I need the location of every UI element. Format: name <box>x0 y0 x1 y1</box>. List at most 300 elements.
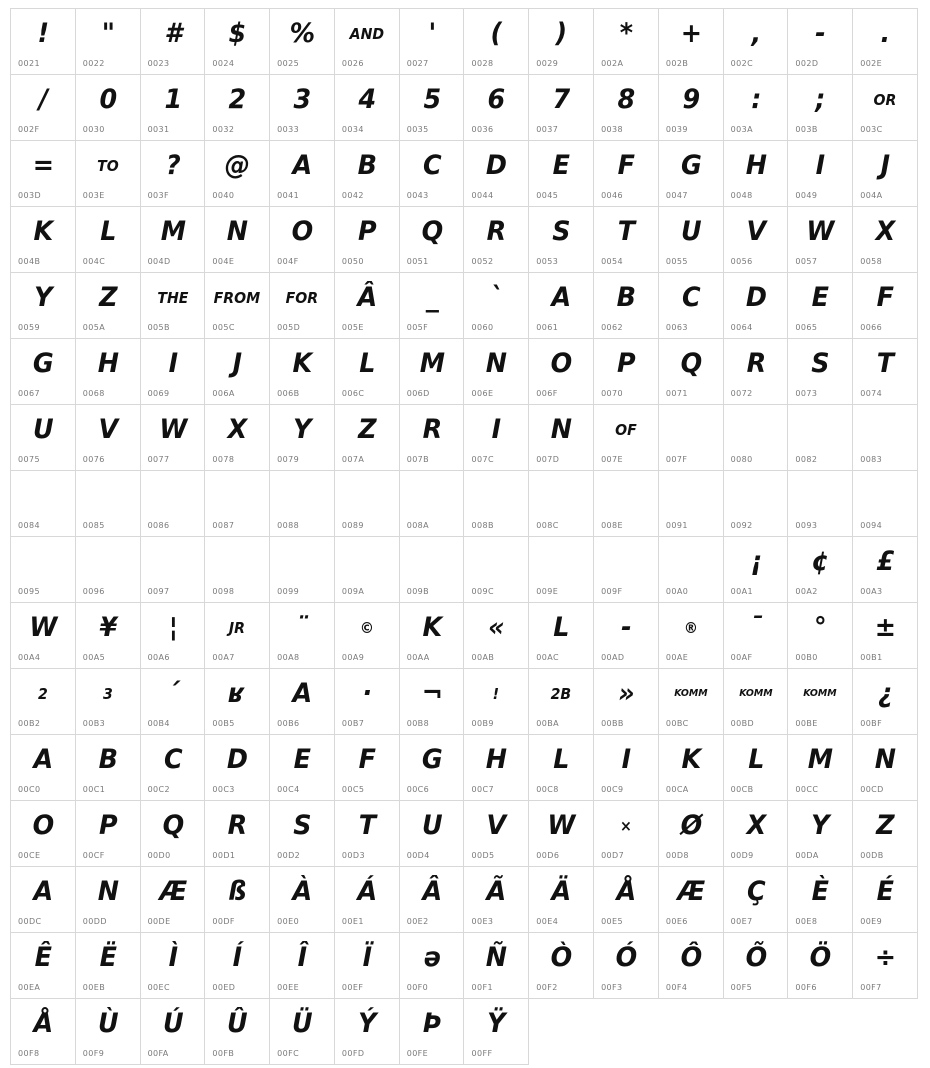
glyph-cell[interactable] <box>594 537 659 603</box>
glyph-cell[interactable] <box>76 207 141 273</box>
glyph-codepoint-label: 00C0 <box>18 785 41 794</box>
glyph-codepoint-label: 007C <box>471 455 494 464</box>
glyph-codepoint-label: 003D <box>18 191 42 200</box>
glyph-cell[interactable] <box>335 207 400 273</box>
glyph-cell[interactable] <box>141 867 206 933</box>
glyph-cell[interactable] <box>853 141 918 207</box>
glyph-cell[interactable] <box>529 75 594 141</box>
glyph-cell[interactable] <box>400 273 465 339</box>
glyph-cell[interactable] <box>205 867 270 933</box>
glyph-cell[interactable] <box>76 273 141 339</box>
glyph-cell[interactable] <box>76 933 141 999</box>
glyph-cell[interactable] <box>335 735 400 801</box>
glyph-cell[interactable] <box>11 933 76 999</box>
glyph-cell[interactable] <box>11 471 76 537</box>
glyph-cell[interactable] <box>659 669 724 735</box>
glyph-codepoint-label: 0083 <box>860 455 883 464</box>
glyph-cell[interactable] <box>594 273 659 339</box>
glyph-cell[interactable] <box>659 141 724 207</box>
glyph-preview: D <box>227 744 248 775</box>
glyph-cell[interactable] <box>11 669 76 735</box>
glyph-preview: P <box>357 216 376 247</box>
glyph-cell[interactable] <box>270 75 335 141</box>
glyph-codepoint-label: 0054 <box>601 257 624 266</box>
glyph-preview: P <box>98 810 117 841</box>
glyph-cell[interactable] <box>594 405 659 471</box>
glyph-cell[interactable] <box>11 207 76 273</box>
glyph-cell[interactable] <box>529 933 594 999</box>
glyph-cell[interactable] <box>853 867 918 933</box>
glyph-cell[interactable] <box>724 141 789 207</box>
glyph-cell[interactable] <box>141 75 206 141</box>
glyph-cell[interactable] <box>335 603 400 669</box>
glyph-cell[interactable] <box>788 207 853 273</box>
glyph-cell[interactable] <box>853 273 918 339</box>
glyph-cell[interactable] <box>270 801 335 867</box>
glyph-cell[interactable] <box>594 207 659 273</box>
glyph-cell[interactable] <box>335 471 400 537</box>
glyph-cell[interactable] <box>11 141 76 207</box>
glyph-cell[interactable] <box>400 9 465 75</box>
glyph-cell[interactable] <box>400 75 465 141</box>
glyph-cell[interactable] <box>141 9 206 75</box>
glyph-cell[interactable] <box>205 801 270 867</box>
glyph-cell[interactable] <box>335 9 400 75</box>
glyph-cell[interactable] <box>141 537 206 603</box>
glyph-cell[interactable] <box>659 9 724 75</box>
glyph-cell[interactable] <box>205 471 270 537</box>
glyph-codepoint-label: 00A8 <box>277 653 300 662</box>
glyph-cell[interactable] <box>335 867 400 933</box>
glyph-preview: Y <box>34 282 52 313</box>
glyph-preview: X <box>875 216 895 247</box>
glyph-preview: B <box>357 150 377 181</box>
glyph-cell[interactable] <box>11 801 76 867</box>
glyph-preview: ¥ <box>99 612 117 643</box>
glyph-preview: ¿ <box>878 678 892 709</box>
glyph-preview: F <box>358 744 376 775</box>
glyph-preview: 3 <box>293 84 311 115</box>
glyph-cell[interactable] <box>594 9 659 75</box>
glyph-preview: . <box>880 18 890 49</box>
glyph-cell[interactable] <box>724 669 789 735</box>
glyph-cell[interactable] <box>464 405 529 471</box>
glyph-cell[interactable] <box>594 801 659 867</box>
glyph-cell[interactable] <box>11 537 76 603</box>
glyph-codepoint-label: 0099 <box>277 587 300 596</box>
glyph-cell[interactable] <box>464 603 529 669</box>
glyph-cell[interactable] <box>335 339 400 405</box>
glyph-cell[interactable] <box>205 273 270 339</box>
glyph-codepoint-label: 00EA <box>18 983 41 992</box>
glyph-preview: « <box>488 612 505 643</box>
glyph-cell[interactable] <box>464 339 529 405</box>
glyph-codepoint-label: 0070 <box>601 389 624 398</box>
glyph-cell[interactable] <box>76 141 141 207</box>
glyph-codepoint-label: 0097 <box>147 587 170 596</box>
glyph-preview: ¦ <box>168 612 177 643</box>
glyph-cell[interactable] <box>724 273 789 339</box>
glyph-preview: £ <box>876 546 894 577</box>
glyph-codepoint-label: 00F7 <box>860 983 882 992</box>
glyph-preview: L <box>100 216 116 247</box>
glyph-cell[interactable] <box>335 537 400 603</box>
glyph-cell[interactable] <box>400 207 465 273</box>
glyph-cell[interactable] <box>205 537 270 603</box>
glyph-codepoint-label: 006A <box>212 389 235 398</box>
glyph-preview: ? <box>165 150 180 181</box>
glyph-codepoint-label: 006C <box>341 389 365 398</box>
glyph-codepoint-label: 00B9 <box>471 719 494 728</box>
glyph-cell[interactable] <box>788 273 853 339</box>
glyph-cell[interactable] <box>724 75 789 141</box>
glyph-cell[interactable] <box>76 75 141 141</box>
glyph-cell[interactable] <box>788 339 853 405</box>
glyph-cell[interactable] <box>400 669 465 735</box>
glyph-codepoint-label: 0094 <box>860 521 883 530</box>
glyph-cell[interactable] <box>853 75 918 141</box>
glyph-preview: 0 <box>99 84 117 115</box>
glyph-cell[interactable] <box>11 603 76 669</box>
glyph-cell[interactable] <box>594 141 659 207</box>
glyph-cell[interactable] <box>464 9 529 75</box>
glyph-cell[interactable] <box>529 537 594 603</box>
glyph-cell[interactable] <box>400 999 465 1065</box>
glyph-codepoint-label: 00D2 <box>277 851 301 860</box>
glyph-cell[interactable] <box>788 801 853 867</box>
glyph-cell[interactable] <box>594 867 659 933</box>
glyph-cell[interactable] <box>529 339 594 405</box>
glyph-cell[interactable] <box>11 735 76 801</box>
glyph-cell[interactable] <box>270 273 335 339</box>
glyph-cell[interactable] <box>853 9 918 75</box>
glyph-cell[interactable] <box>270 339 335 405</box>
glyph-cell[interactable] <box>11 9 76 75</box>
glyph-cell[interactable] <box>464 669 529 735</box>
glyph-preview: G <box>680 150 701 181</box>
glyph-cell[interactable] <box>205 669 270 735</box>
glyph-cell[interactable] <box>335 801 400 867</box>
glyph-cell[interactable] <box>400 603 465 669</box>
glyph-cell[interactable] <box>400 405 465 471</box>
glyph-cell[interactable] <box>853 471 918 537</box>
glyph-cell[interactable] <box>529 669 594 735</box>
glyph-cell[interactable] <box>400 801 465 867</box>
glyph-cell[interactable] <box>141 471 206 537</box>
glyph-codepoint-label: 003B <box>795 125 818 134</box>
glyph-codepoint-label: 00E6 <box>665 917 688 926</box>
glyph-codepoint-label: 002D <box>795 59 819 68</box>
glyph-cell[interactable] <box>659 933 724 999</box>
glyph-preview: ! <box>37 18 49 49</box>
glyph-cell[interactable] <box>205 9 270 75</box>
glyph-cell[interactable] <box>659 867 724 933</box>
glyph-cell[interactable] <box>76 801 141 867</box>
glyph-cell[interactable] <box>335 141 400 207</box>
glyph-cell[interactable] <box>529 867 594 933</box>
glyph-cell[interactable] <box>141 735 206 801</box>
glyph-cell[interactable] <box>400 339 465 405</box>
glyph-cell[interactable] <box>659 603 724 669</box>
glyph-cell[interactable] <box>788 867 853 933</box>
glyph-cell[interactable] <box>529 801 594 867</box>
glyph-cell[interactable] <box>724 207 789 273</box>
glyph-preview: ` <box>490 282 503 313</box>
glyph-codepoint-label: 00DC <box>18 917 42 926</box>
glyph-cell[interactable] <box>724 603 789 669</box>
glyph-cell[interactable] <box>788 603 853 669</box>
glyph-cell[interactable] <box>205 603 270 669</box>
glyph-cell[interactable] <box>141 801 206 867</box>
glyph-cell[interactable] <box>594 339 659 405</box>
glyph-cell[interactable] <box>788 669 853 735</box>
glyph-cell[interactable] <box>529 141 594 207</box>
glyph-preview: · <box>362 678 372 709</box>
glyph-cell[interactable] <box>659 801 724 867</box>
glyph-codepoint-label: 0021 <box>18 59 40 68</box>
glyph-cell[interactable] <box>76 471 141 537</box>
glyph-preview: 1 <box>164 84 181 115</box>
glyph-codepoint-label: 00A9 <box>341 653 365 662</box>
glyph-cell[interactable] <box>659 735 724 801</box>
glyph-preview: ʁ <box>229 678 245 709</box>
glyph-cell[interactable] <box>270 999 335 1065</box>
glyph-cell[interactable] <box>141 603 206 669</box>
glyph-cell[interactable] <box>464 933 529 999</box>
glyph-cell[interactable] <box>205 735 270 801</box>
glyph-cell[interactable] <box>788 141 853 207</box>
glyph-cell[interactable] <box>11 75 76 141</box>
glyph-codepoint-label: 00D5 <box>471 851 495 860</box>
glyph-codepoint-label: 007F <box>665 455 688 464</box>
glyph-cell[interactable] <box>270 537 335 603</box>
glyph-cell[interactable] <box>464 537 529 603</box>
glyph-cell[interactable] <box>335 933 400 999</box>
glyph-cell[interactable] <box>724 801 789 867</box>
glyph-preview: Û <box>227 1008 248 1039</box>
glyph-cell[interactable] <box>400 537 465 603</box>
glyph-cell[interactable] <box>659 405 724 471</box>
glyph-preview: FOR <box>285 289 319 307</box>
glyph-cell[interactable] <box>464 207 529 273</box>
glyph-preview: - <box>815 18 826 49</box>
glyph-cell[interactable] <box>400 867 465 933</box>
glyph-cell[interactable] <box>788 75 853 141</box>
glyph-cell[interactable] <box>11 273 76 339</box>
glyph-cell[interactable] <box>335 405 400 471</box>
glyph-preview: U <box>421 810 442 841</box>
glyph-cell[interactable] <box>11 867 76 933</box>
glyph-cell[interactable] <box>76 735 141 801</box>
glyph-cell[interactable] <box>400 933 465 999</box>
glyph-cell[interactable] <box>529 471 594 537</box>
glyph-cell[interactable] <box>141 207 206 273</box>
glyph-cell[interactable] <box>141 339 206 405</box>
glyph-cell[interactable] <box>724 339 789 405</box>
glyph-cell[interactable] <box>335 669 400 735</box>
glyph-cell[interactable] <box>853 603 918 669</box>
glyph-preview <box>661 543 721 581</box>
glyph-cell[interactable] <box>659 207 724 273</box>
glyph-cell[interactable] <box>270 471 335 537</box>
glyph-codepoint-label: 00E0 <box>277 917 300 926</box>
glyph-cell[interactable] <box>76 669 141 735</box>
glyph-preview: Y <box>293 414 311 445</box>
glyph-cell[interactable] <box>464 471 529 537</box>
glyph-preview: X <box>746 810 765 841</box>
glyph-cell[interactable] <box>205 141 270 207</box>
glyph-cell[interactable] <box>76 537 141 603</box>
glyph-cell[interactable] <box>788 9 853 75</box>
glyph-cell[interactable] <box>464 801 529 867</box>
glyph-cell[interactable] <box>594 735 659 801</box>
glyph-cell[interactable] <box>464 75 529 141</box>
glyph-cell[interactable] <box>724 537 789 603</box>
glyph-codepoint-label: 007E <box>601 455 623 464</box>
glyph-cell[interactable] <box>853 801 918 867</box>
glyph-cell[interactable] <box>400 735 465 801</box>
glyph-preview: W <box>806 216 834 247</box>
glyph-cell[interactable] <box>659 273 724 339</box>
glyph-codepoint-label: 0082 <box>795 455 818 464</box>
glyph-cell[interactable] <box>659 537 724 603</box>
glyph-cell[interactable] <box>141 141 206 207</box>
glyph-cell[interactable] <box>594 933 659 999</box>
glyph-cell[interactable] <box>335 75 400 141</box>
glyph-preview: P <box>617 348 635 379</box>
glyph-cell[interactable] <box>724 9 789 75</box>
glyph-codepoint-label: 002E <box>860 59 883 68</box>
glyph-cell[interactable] <box>335 999 400 1065</box>
glyph-cell[interactable] <box>11 339 76 405</box>
glyph-cell[interactable] <box>270 669 335 735</box>
glyph-cell[interactable] <box>270 9 335 75</box>
glyph-cell[interactable] <box>76 867 141 933</box>
glyph-cell[interactable] <box>464 867 529 933</box>
glyph-cell[interactable] <box>788 537 853 603</box>
glyph-cell[interactable] <box>594 669 659 735</box>
glyph-codepoint-label: 00F5 <box>730 983 753 992</box>
glyph-cell[interactable] <box>141 405 206 471</box>
glyph-cell[interactable] <box>529 603 594 669</box>
glyph-cell[interactable] <box>464 141 529 207</box>
glyph-codepoint-label: 00E3 <box>471 917 494 926</box>
glyph-codepoint-label: 009B <box>406 587 430 596</box>
glyph-cell[interactable] <box>724 933 789 999</box>
glyph-cell[interactable] <box>594 471 659 537</box>
glyph-cell[interactable] <box>270 405 335 471</box>
glyph-cell[interactable] <box>205 75 270 141</box>
glyph-cell[interactable] <box>335 273 400 339</box>
glyph-cell[interactable] <box>659 339 724 405</box>
glyph-cell[interactable] <box>400 141 465 207</box>
glyph-cell[interactable] <box>853 933 918 999</box>
glyph-preview: 4 <box>358 84 376 115</box>
glyph-cell[interactable] <box>270 141 335 207</box>
glyph-cell[interactable] <box>594 75 659 141</box>
glyph-preview: Ú <box>162 1008 183 1039</box>
glyph-cell[interactable] <box>76 9 141 75</box>
glyph-cell[interactable] <box>270 207 335 273</box>
glyph-codepoint-label: 00E9 <box>860 917 883 926</box>
glyph-cell[interactable] <box>529 405 594 471</box>
glyph-cell[interactable] <box>724 405 789 471</box>
glyph-preview: A <box>33 744 53 775</box>
glyph-cell[interactable] <box>11 999 76 1065</box>
glyph-cell[interactable] <box>529 9 594 75</box>
glyph-cell[interactable] <box>76 603 141 669</box>
glyph-cell[interactable] <box>76 339 141 405</box>
glyph-cell[interactable] <box>270 867 335 933</box>
glyph-cell[interactable] <box>76 405 141 471</box>
glyph-cell[interactable] <box>788 471 853 537</box>
glyph-preview <box>78 543 138 581</box>
glyph-cell[interactable] <box>529 207 594 273</box>
glyph-preview: Z <box>98 282 117 313</box>
glyph-cell[interactable] <box>205 999 270 1065</box>
glyph-cell[interactable] <box>464 999 529 1065</box>
glyph-cell[interactable] <box>853 207 918 273</box>
glyph-preview: = <box>32 150 54 181</box>
glyph-cell[interactable] <box>659 471 724 537</box>
glyph-cell[interactable] <box>141 933 206 999</box>
glyph-cell[interactable] <box>270 735 335 801</box>
glyph-cell[interactable] <box>205 933 270 999</box>
glyph-codepoint-label: 00B3 <box>82 719 106 728</box>
glyph-cell[interactable] <box>724 735 789 801</box>
glyph-cell[interactable] <box>141 999 206 1065</box>
glyph-cell[interactable] <box>270 933 335 999</box>
glyph-cell[interactable] <box>205 339 270 405</box>
glyph-cell[interactable] <box>205 207 270 273</box>
glyph-codepoint-label: 00C8 <box>536 785 559 794</box>
glyph-cell[interactable] <box>400 471 465 537</box>
glyph-cell[interactable] <box>529 735 594 801</box>
glyph-cell[interactable] <box>141 273 206 339</box>
glyph-cell[interactable] <box>76 999 141 1065</box>
glyph-cell[interactable] <box>141 669 206 735</box>
glyph-cell[interactable] <box>853 405 918 471</box>
glyph-cell[interactable] <box>853 735 918 801</box>
glyph-cell[interactable] <box>853 669 918 735</box>
glyph-codepoint-label: 00BB <box>601 719 624 728</box>
glyph-cell[interactable] <box>529 273 594 339</box>
glyph-cell[interactable] <box>724 867 789 933</box>
glyph-codepoint-label: 0067 <box>18 389 40 398</box>
glyph-cell[interactable] <box>205 405 270 471</box>
glyph-cell[interactable] <box>788 933 853 999</box>
glyph-cell[interactable] <box>11 405 76 471</box>
glyph-preview: ¢ <box>811 546 829 577</box>
glyph-preview <box>402 477 462 515</box>
glyph-cell[interactable] <box>594 603 659 669</box>
glyph-preview: ! <box>493 685 500 703</box>
glyph-cell[interactable] <box>724 471 789 537</box>
glyph-cell[interactable] <box>853 537 918 603</box>
glyph-codepoint-label: 00CF <box>82 851 105 860</box>
glyph-cell[interactable] <box>464 735 529 801</box>
glyph-cell[interactable] <box>788 735 853 801</box>
glyph-cell[interactable] <box>788 405 853 471</box>
glyph-cell[interactable] <box>853 339 918 405</box>
glyph-preview: N <box>874 744 896 775</box>
glyph-cell[interactable] <box>270 603 335 669</box>
glyph-cell[interactable] <box>464 273 529 339</box>
glyph-preview <box>531 543 591 581</box>
glyph-preview: S <box>811 348 829 379</box>
glyph-preview: Þ <box>422 1008 441 1039</box>
glyph-cell[interactable] <box>659 75 724 141</box>
